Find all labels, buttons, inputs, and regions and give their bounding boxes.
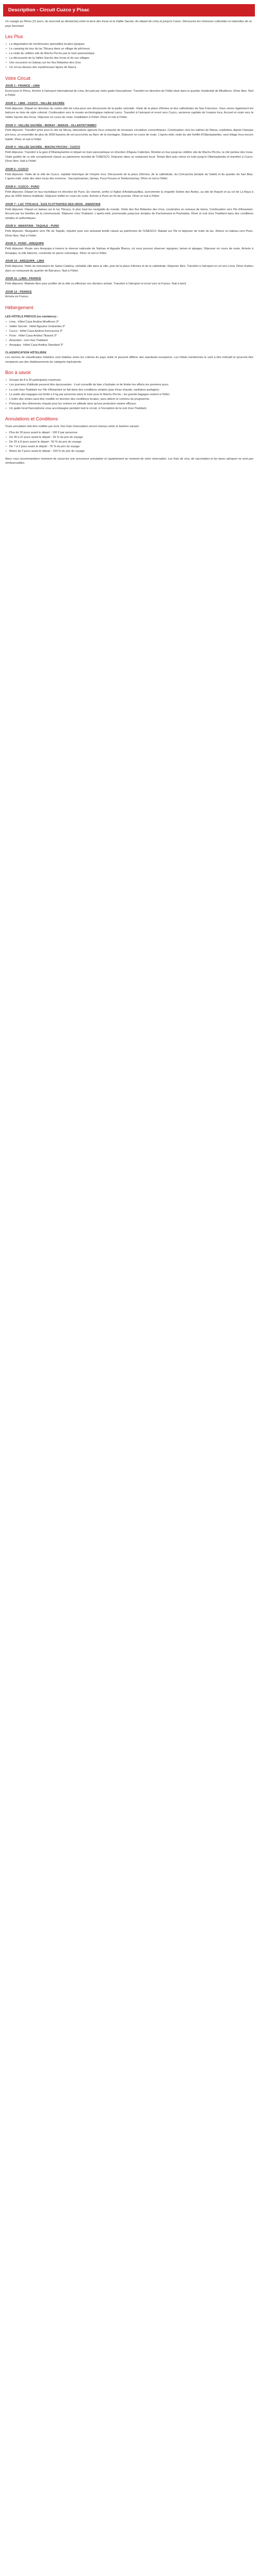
list-item: • De 20 à 8 jours avant le départ : 50 % du prix du voyage	[5, 440, 253, 445]
day-title: JOUR 5 : CUZCO	[5, 167, 29, 171]
day-block	[5, 259, 253, 273]
list-item: • La découverte de la Vallée Sacrée des Incas et de ses villages	[5, 56, 253, 61]
day-text: Petit déjeuner. Navigation vers l'île de Taquile, réputée pour son artisanat textile classé au patrimoine de l'UNESCO. Balade sur l'île et déjeuner de truite du lac. Retour en bateau vers Puno. Dîner libre. Nuit à l'hôtel.	[5, 230, 253, 238]
day-title: JOUR 11 : LIMA - FRANCE	[5, 277, 41, 281]
day-block	[5, 202, 253, 221]
day-block	[5, 242, 253, 256]
list-item: • L'ordre des visites peut être modifié en fonction des conditions locales, sans altérer le contenu du programme.	[5, 397, 253, 402]
list-item: • Une excursion en bateau sur les îles flottantes des Uros	[5, 61, 253, 65]
day-block	[5, 290, 253, 299]
page-header	[3, 4, 255, 16]
list-item: • De 30 à 21 jours avant le départ : 25 % du prix du voyage	[5, 435, 253, 440]
hotel-list	[5, 320, 253, 348]
list-item: • Vallée Sacrée : Hôtel Agustos Urubamba 3*	[5, 325, 253, 329]
day-block	[5, 167, 253, 181]
highlights-list	[5, 42, 253, 70]
intro-text: Un voyage au Pérou (11 jours, du mercredi au dimanche) entre la terre des Incas et la Vallée Sacrée. Au départ de Lima et jusqu'à Cuzco. Découvrez les richesses culturelles et naturelles de ce pays fascinant.	[5, 20, 252, 28]
day-text: Petit déjeuner. Visite de la ville de Cuzco, capitale historique de l'empire Inca. Découverte de la place d'Armes, de la cathédrale, du Coricancha (temple du Soleil) et du quartier de San Blas. L'après-midi, visite des sites incas des environs : Sacsayhuaman, Qenqo, Puca Pucara et Tambomachay. Dîner et nuit à l'hôtel.	[5, 173, 253, 181]
page-title: Description - Circuit Cuzco y Pisac	[8, 7, 90, 13]
list-item: • Lima : Hôtel Casa Andina Miraflores 3*	[5, 320, 253, 325]
list-item: • Puno : Hôtel Casa Andina Tikarani 3*	[5, 334, 253, 338]
list-item: • La dégustation de nombreuses spécialités locales typiques	[5, 42, 253, 47]
day-title: JOUR 9 : PUNO - AREQUIPA	[5, 242, 44, 246]
day-title: JOUR 4 : VALLÉE SACRÉE - MACHU PICCHU - CUZCO	[5, 146, 80, 149]
list-item: • Un vol au-dessus des mystérieuses lignes de Nazca	[5, 65, 253, 70]
day-block	[5, 84, 253, 98]
list-item: • Le camping de tour du lac Titicaca dans un village de pêcheurs	[5, 47, 253, 52]
day-text: Petit déjeuner. Visite du monastère de Santa Catalina, véritable ville dans la ville, puis de la place d'Armes et de la cathédrale. Déjeuner libre. Transfert à l'aéroport et vol vers Lima. Dîner d'adieu dans un restaurant du quartier de Barranco. Nuit à l'hôtel.	[5, 265, 253, 273]
day-text: Arrivée en France.	[5, 295, 29, 299]
day-block	[5, 101, 253, 120]
itinerary-title: Votre Circuit	[5, 76, 31, 81]
day-title: JOUR 1 : FRANCE - LIMA	[5, 84, 40, 88]
day-title: JOUR 6 : CUZCO - PUNO	[5, 185, 40, 189]
good-to-know-list	[5, 378, 253, 411]
day-text: Petit déjeuner. Transfert privé pour le site de Moray, laboratoire agricole Inca composé de terrasses circulaires concentriques. Continuation vers les salines de Maras, exploitées depuis l'époque pré-inca, un ensemble de plus de 3000 bassins de sel accrochés au flanc de la montagne. Déjeuner en cours de route. L'après-midi, visite du site fortifié d'Ollantaytambo, seul village Inca encore habité. Dîner et nuit à l'hôtel.	[5, 129, 253, 141]
day-title: JOUR 7 : LAC TITICACA - ÎLES FLOTTANTES DES UROS - AMANTANI	[5, 202, 101, 206]
day-text: Petit déjeuner. Départ en bateau sur le lac Titicaca, le plus haut lac navigable du monde. Visite des îles flottantes des Uros, construites en roseaux de totora. Continuation vers l'île d'Amantani. Accueil par les familles de la communauté. Déjeuner chez l'habitant. L'après-midi, promenade jusqu'aux temples de Pachamama et Pachatata. Dîner et nuit chez l'habitant dans des conditions simples et authentiques.	[5, 208, 253, 220]
day-title: JOUR 2 : LIMA - CUZCO - VALLÉE SACRÉE	[5, 102, 64, 106]
highlights-title: Les Plus	[5, 34, 23, 40]
accommodation-intro: LES HÔTELS PRÉVUS (ou similaires) :	[5, 315, 58, 318]
day-title: JOUR 12 : FRANCE	[5, 290, 32, 294]
good-to-know-title: Bon à savoir	[5, 370, 31, 376]
day-text: Petit déjeuner. Route vers Arequipa à travers la réserve nationale de Salinas et Aguada Blanca, où vous pourrez observer vigognes, lamas et alpagas. Déjeuner en cours de route. Arrivée à Arequipa, la ville blanche, construite en pierre volcanique. Dîner et nuit à l'hôtel.	[5, 247, 253, 255]
day-block	[5, 185, 253, 199]
day-title: JOUR 8 : AMANTANI - TAQUILE - PUNO	[5, 225, 59, 228]
day-text: Petit déjeuner. Départ en bus touristique en direction de Puno. En chemin, arrêts à l'église d'Andahuaylillas, surnommée la chapelle Sixtine des Andes, au site de Raqchi et au col de La Raya à plus de 4300 mètres d'altitude. Déjeuner buffet en cours de route. Arrivée à Puno en fin de journée. Dîner et nuit à l'hôtel.	[5, 190, 253, 198]
day-block	[5, 124, 253, 142]
list-item: • Prévoyez des vêtements chauds pour les soirées en altitude ainsi qu'une protection solaire efficace.	[5, 402, 253, 406]
accommodation-title: Hébergement	[5, 305, 34, 311]
main-content	[0, 16, 258, 472]
day-text: Petit déjeuner. Départ en direction du centre-ville de Lima pour une découverte de la partie coloniale. Visite de la place d'Armes et des cathédrales de San Francisco. Vous verrez également les balcons en bois de style colonial. Continuation vers le musée archéologique national Larco. Transfert à l'aéroport et envol vers Cuzco, ancienne capitale de l'empire Inca. Accueil et route vers la Vallée Sacrée des Incas. Déjeuner en cours de route. Installation à l'hôtel. Dîner et nuit à l'hôtel.	[5, 107, 253, 120]
day-text: Envol pour le Pérou. Arrivée à l'aéroport international de Lima. Accueil par notre guide francophone. Transfert en direction de l'hôtel situé dans le quartier résidentiel de Miraflores. Dîner libre. Nuit à l'hôtel.	[5, 89, 253, 97]
day-text: Petit déjeuner. Matinée libre pour profiter de la ville ou effectuer vos derniers achats. Transfert à l'aéroport et envol vers la France. Nuit à bord.	[5, 282, 187, 286]
cancellation-title: Annulations et Conditions	[5, 416, 58, 422]
list-item: • Groupe de 8 à 20 participants maximum.	[5, 378, 253, 383]
list-item: • Le poids des bagages est limité à 5 kg par personne dans le train pour le Machu Picchu ; les grands bagages restent à l'hôtel.	[5, 393, 253, 397]
day-block	[5, 277, 253, 286]
list-item: • Moins de 2 jours avant le départ : 100 % du prix du voyage	[5, 449, 253, 454]
cancellation-list	[5, 431, 253, 454]
day-block	[5, 224, 253, 238]
classification-title: CLASSIFICATION HÔTELIÈRE	[5, 351, 47, 354]
list-item: • Cuzco : Hôtel Casa Andina Koricancha 3*	[5, 329, 253, 334]
classification-text: Les normes de classification hôtelière sont établies selon les critères du pays visité et peuvent différer des standards européens. Les hôtels mentionnés le sont à titre indicatif et pourront être remplacés par des établissements de catégorie équivalente.	[5, 356, 253, 364]
list-item: • De 7 à 2 jours avant le départ : 75 % du prix du voyage	[5, 445, 253, 449]
itinerary-days	[5, 84, 253, 299]
day-block	[5, 145, 253, 164]
list-item: • La nuit chez l'habitant sur l'île d'Amantani se fait dans des conditions simples (pas d'eau chaude, sanitaires partagés).	[5, 388, 253, 393]
day-title: JOUR 3 : VALLÉE SACRÉE : MORAY - MARAS - OLLANTAYTAMBO	[5, 124, 96, 127]
day-title: JOUR 10 : AREQUIPA - LIMA	[5, 260, 44, 263]
list-item: • Amantani : nuit chez l'habitant	[5, 338, 253, 343]
list-item: • Arequipa : Hôtel Casa Andina Standard 3*	[5, 343, 253, 348]
day-text: Petit déjeuner. Transfert à la gare d'Ollantaytambo et départ en train panoramique en direction d'Aguas Calientes. Montée en bus jusqu'au célèbre site de Machu Picchu, la cité perdue des Incas. Visite guidée de ce site exceptionnel classé au patrimoine mondial de l'UNESCO. Déjeuner dans un restaurant local. Temps libre puis retour en train jusqu'à Ollantaytambo et transfert à Cuzco. Dîner libre. Nuit à l'hôtel.	[5, 150, 253, 163]
list-item: • La visite du célèbre site de Machu Picchu par le train panoramique	[5, 52, 253, 56]
cancellation-text: Toute annulation doit être notifiée par écrit. Des frais d'annulation seront retenus selon le barème suivant :	[5, 425, 140, 429]
insurance-note: Nous vous recommandons vivement de souscrire une assurance annulation et rapatriement au moment de votre réservation. Les frais de visa, de vaccination et les taxes aéroport ne sont pas remboursables.	[5, 457, 253, 465]
list-item: • Les journées d'altitude peuvent être éprouvantes : il est conseillé de bien s'hydrater et de limiter les efforts les premiers jours.	[5, 383, 253, 387]
list-item: • Plus de 30 jours avant le départ : 100 € par personne	[5, 431, 253, 435]
list-item: • Un guide local francophone vous accompagne pendant tout le circuit, à l'exception de la nuit chez l'habitant.	[5, 406, 253, 411]
